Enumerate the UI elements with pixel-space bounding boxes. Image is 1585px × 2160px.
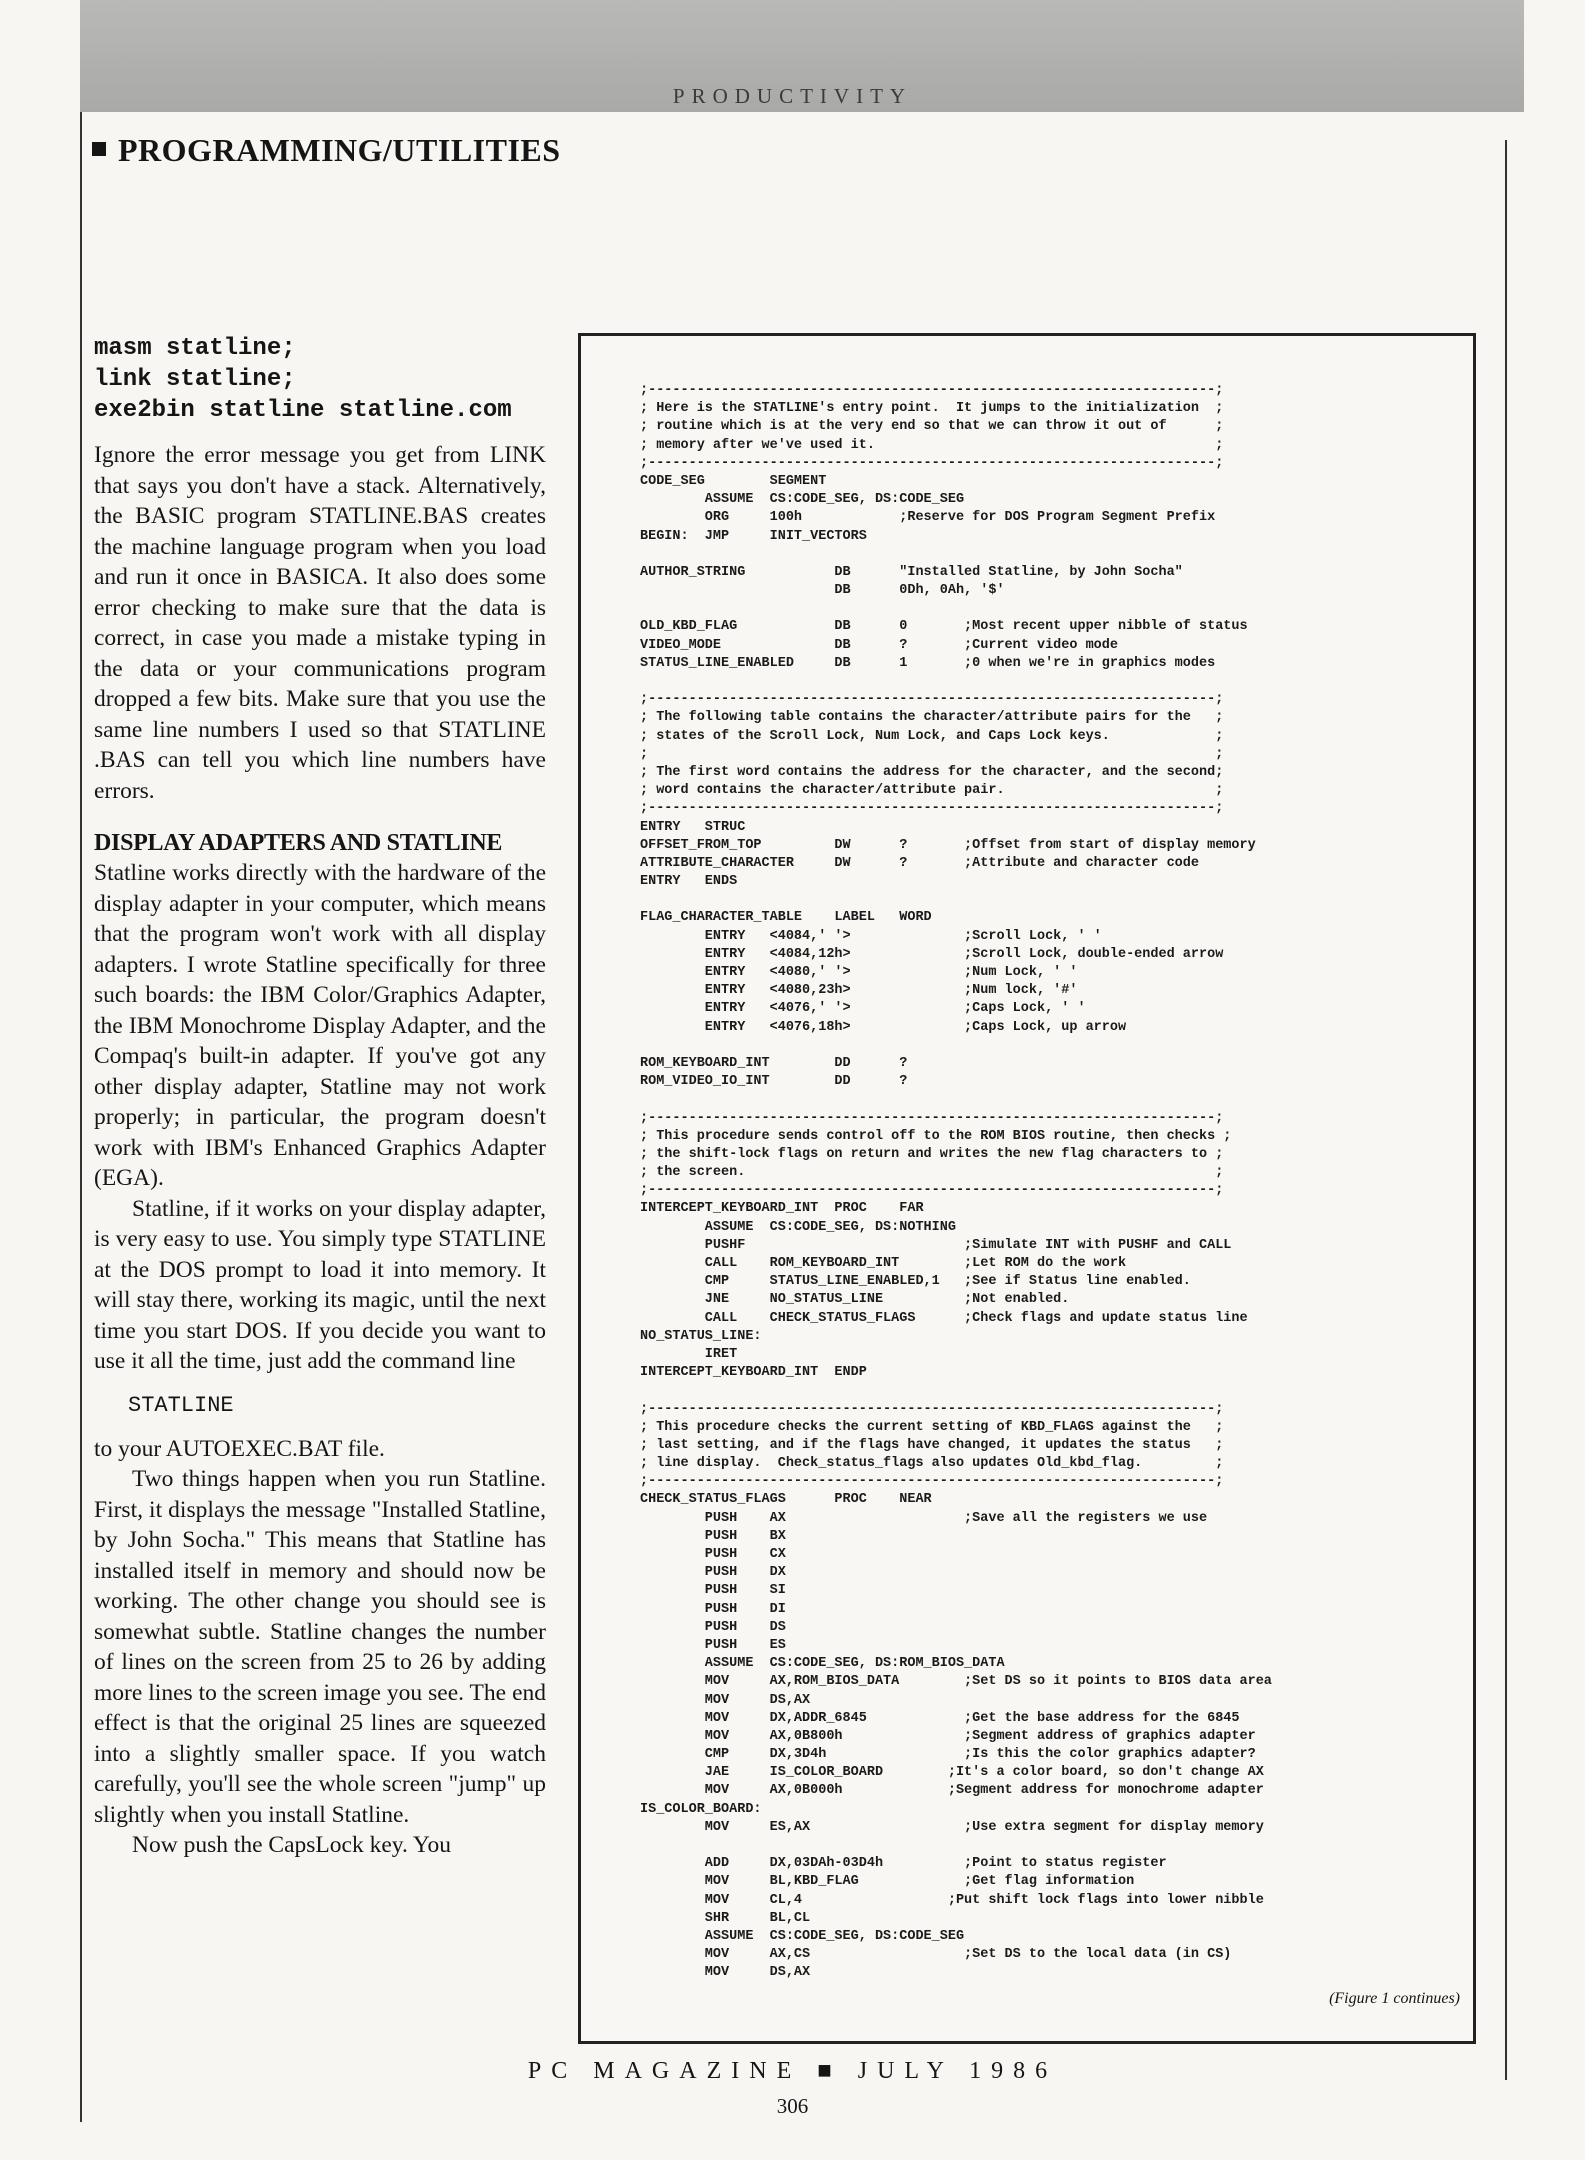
code-line: ; The following table contains the character/attribute pairs for the ; [640, 710, 1224, 726]
code-line: ORG 100h ;Reserve for DOS Program Segment Prefix [640, 510, 1216, 526]
code-line: MOV AX,ROM_BIOS_DATA ;Set DS so it points to BIOS data area [640, 1674, 1272, 1690]
code-line: ASSUME CS:CODE_SEG, DS:CODE_SEG [640, 492, 965, 508]
code-line: MOV ES,AX ;Use extra segment for display memory [640, 1819, 1264, 1835]
code-line: PUSH ES [640, 1637, 786, 1653]
code-line: AUTHOR_STRING DB "Installed Statline, by John Socha" [640, 564, 1183, 580]
code-line: MOV BL,KBD_FLAG ;Get flag information [640, 1874, 1135, 1890]
paragraph: Statline, if it works on your display adapter, is very easy to use. You simply type STATLINE at the DOS prompt to load it into memory. It will stay there, working its magic, until the next time you start DOS. If you decide you want to use it all the time, just add the command line [94, 1195, 546, 1374]
code-line: ;----------------------------------------------------------------------; [640, 383, 1224, 398]
code-line: PUSH DX [640, 1565, 786, 1581]
code-line [640, 1091, 1460, 1109]
code-line: ; the shift-lock flags on return and writes the new flag characters to ; [640, 1146, 1224, 1162]
article-column [94, 333, 546, 1861]
code-line: PUSH CX [640, 1547, 786, 1562]
code-line: ENTRY <4084,' '> ;Scroll Lock, ' ' [640, 928, 1102, 944]
code-line: JNE NO_STATUS_LINE ;Not enabled. [640, 1292, 1070, 1308]
code-line: ASSUME CS:CODE_SEG, DS:CODE_SEG [640, 1928, 965, 1944]
code-line: ; the screen. ; [640, 1165, 1224, 1181]
code-line: CHECK_STATUS_FLAGS PROC NEAR [640, 1492, 932, 1508]
code-line: ATTRIBUTE_CHARACTER DW ? ;Attribute and character code [640, 855, 1199, 871]
code-line: MOV AX,0B000h ;Segment address for monochrome adapter [640, 1783, 1264, 1799]
code-line [640, 1037, 1460, 1055]
section-title [92, 132, 561, 169]
code-line: ; ; [640, 746, 1224, 762]
code-line: ROM_VIDEO_IO_INT DD ? [640, 1074, 908, 1090]
bullet-icon [92, 142, 106, 156]
code-line: INTERCEPT_KEYBOARD_INT ENDP [640, 1365, 867, 1381]
code-line: OLD_KBD_FLAG DB 0 ;Most recent upper nibble of status [640, 619, 1248, 635]
code-line: MOV DS,AX [640, 1692, 811, 1708]
subheading: DISPLAY ADAPTERS AND STATLINE [94, 830, 503, 856]
code-line: CALL CHECK_STATUS_FLAGS ;Check flags and update status line [640, 1310, 1248, 1326]
left-rule [80, 112, 82, 2122]
paragraph: to your AUTOEXEC.BAT file. [94, 1435, 385, 1462]
code-line: ;----------------------------------------------------------------------; [640, 1110, 1224, 1126]
code-line: PUSH DS [640, 1619, 786, 1635]
code-line: MOV CL,4 ;Put shift lock flags into lower nibble [640, 1892, 1264, 1908]
code-line: ENTRY ENDS [640, 874, 738, 890]
code-line: ; last setting, and if the flags have changed, it updates the status ; [640, 1437, 1224, 1453]
code-line [640, 600, 1460, 618]
code-line: ADD DX,03DAh-03D4h ;Point to status register [640, 1856, 1167, 1872]
section-title-text: PROGRAMMING/UTILITIES [118, 132, 561, 168]
code-line: ENTRY <4080,23h> ;Num lock, '#' [640, 983, 1078, 999]
code-line: ; routine which is at the very end so that we can throw it out of ; [640, 419, 1224, 435]
code-line: ENTRY <4076,' '> ;Caps Lock, ' ' [640, 1001, 1086, 1017]
code-line: PUSH SI [640, 1583, 786, 1599]
code-line: ;----------------------------------------------------------------------; [640, 1474, 1224, 1490]
paragraph: Now push the CapsLock key. You [132, 1832, 451, 1858]
page-number: 306 [776, 2094, 809, 2118]
footer-magazine: PC MAGAZINE ■ JULY 1986 [527, 2058, 1058, 2084]
code-line: ; states of the Scroll Lock, Num Lock, and Caps Lock keys. ; [640, 728, 1224, 744]
code-line: ; This procedure checks the current setting of KBD_FLAGS against the ; [640, 1419, 1224, 1435]
code-line: PUSH BX [640, 1528, 786, 1544]
code-line: ;----------------------------------------------------------------------; [640, 692, 1224, 708]
code-line: JAE IS_COLOR_BOARD ;It's a color board, so don't change AX [640, 1765, 1264, 1781]
paragraph: Two things happen when you run Statline. First, it displays the message "Installed Statline, by John Socha." This means that Statline has installed itself in memory and should now be working. The other change you should see is somewhat subtle. Statline changes the number of lines on the screen from 25 to 26 by adding more lines to the screen image you see. The end effect is that the original 25 lines are squeezed into a slightly smaller space. If you watch carefully, you'll see the whole screen "jump" up slightly when you install Statline. [94, 1466, 546, 1828]
code-line: NO_STATUS_LINE: [640, 1328, 762, 1344]
figure-caption: (Figure 1 continues) [1329, 1990, 1460, 2007]
code-line [640, 673, 1460, 691]
code-line: ENTRY <4080,' '> ;Num Lock, ' ' [640, 965, 1078, 980]
code-line: ENTRY <4076,18h> ;Caps Lock, up arrow [640, 1019, 1127, 1035]
code-line [640, 1382, 1460, 1400]
command-example: STATLINE [128, 1392, 234, 1418]
code-line: PUSH AX ;Save all the registers we use [640, 1510, 1208, 1526]
right-rule [1505, 140, 1507, 2080]
code-line: CMP STATUS_LINE_ENABLED,1 ;See if Status line enabled. [640, 1274, 1191, 1290]
code-line: ; memory after we've used it. ; [640, 437, 1224, 453]
code-line: PUSHF ;Simulate INT with PUSHF and CALL [640, 1237, 1232, 1253]
code-line: ROM_KEYBOARD_INT DD ? [640, 1055, 908, 1071]
paragraph: Statline works directly with the hardware of the display adapter in your computer, which means that the program won't work with all display adapters. I wrote Statline specifically for three such boards: the IBM Color/Graphics Adapter, the IBM Monochrome Display Adapter, and the Compaq's built-in adapter. If you've got any other display adapter, Statline may not work properly; in particular, the program doesn't work with IBM's Enhanced Graphics Adapter (EGA). [94, 860, 546, 1191]
code-line: CMP DX,3D4h ;Is this the color graphics adapter? [640, 1747, 1256, 1763]
code-listing [640, 382, 1460, 1983]
code-line: VIDEO_MODE DB ? ;Current video mode [640, 637, 1118, 653]
command-line: link statline; [94, 366, 296, 393]
code-line: ; The first word contains the address for the character, and the second; [640, 764, 1224, 780]
code-line: ; word contains the character/attribute pair. ; [640, 783, 1224, 799]
code-line: MOV DS,AX [640, 1965, 811, 1981]
code-line: ASSUME CS:CODE_SEG, DS:ROM_BIOS_DATA [640, 1656, 1005, 1672]
command-line: masm statline; [94, 335, 296, 362]
code-line: ;----------------------------------------------------------------------; [640, 1401, 1224, 1417]
code-line: MOV AX,0B800h ;Segment address of graphics adapter [640, 1728, 1256, 1744]
code-line: PUSH DI [640, 1601, 786, 1617]
code-line [640, 1837, 1460, 1855]
code-line: ;----------------------------------------------------------------------; [640, 455, 1224, 471]
code-line: CALL ROM_KEYBOARD_INT ;Let ROM do the work [640, 1256, 1127, 1271]
code-line [640, 891, 1460, 909]
code-line: ;----------------------------------------------------------------------; [640, 801, 1224, 817]
code-line: IS_COLOR_BOARD: [640, 1801, 762, 1817]
code-line: ENTRY STRUC [640, 819, 746, 835]
code-line: DB 0Dh, 0Ah, '$' [640, 583, 1005, 599]
code-line: MOV AX,CS ;Set DS to the local data (in CS) [640, 1947, 1232, 1963]
code-line: ; This procedure sends control off to the ROM BIOS routine, then checks ; [640, 1128, 1232, 1144]
code-line: INTERCEPT_KEYBOARD_INT PROC FAR [640, 1201, 924, 1217]
code-line: ;----------------------------------------------------------------------; [640, 1183, 1224, 1199]
code-line: IRET [640, 1346, 738, 1362]
code-line: SHR BL,CL [640, 1910, 811, 1926]
code-line: FLAG_CHARACTER_TABLE LABEL WORD [640, 910, 932, 926]
command-block [94, 333, 546, 426]
section-label: PRODUCTIVITY [672, 84, 913, 108]
code-line: ; line display. Check_status_flags also updates Old_kbd_flag. ; [640, 1456, 1224, 1472]
code-line: CODE_SEG SEGMENT [640, 473, 827, 489]
code-line [640, 546, 1460, 564]
paragraph: Ignore the error message you get from LINK that says you don't have a stack. Alternatively, the BASIC program STATLINE.BAS creates the machine language program when you load and run it once in BASICA. It also does some error checking to make sure that the data is correct, in case you made a mistake typing in the data or your communications program dropped a few bits. Make sure that you use the same line numbers I used so that STATLINE .BAS can tell you which line numbers have errors. [94, 442, 546, 804]
code-line: STATUS_LINE_ENABLED DB 1 ;0 when we're in graphics modes [640, 655, 1216, 671]
code-line: OFFSET_FROM_TOP DW ? ;Offset from start of display memory [640, 837, 1256, 853]
code-line: MOV DX,ADDR_6845 ;Get the base address for the 6845 [640, 1710, 1240, 1726]
code-line: BEGIN: JMP INIT_VECTORS [640, 528, 867, 544]
code-line: ENTRY <4084,12h> ;Scroll Lock, double-ended arrow [640, 946, 1224, 962]
code-line: ; Here is the STATLINE's entry point. It jumps to the initialization ; [640, 401, 1224, 417]
code-line: ASSUME CS:CODE_SEG, DS:NOTHING [640, 1219, 956, 1235]
command-line: exe2bin statline statline.com [94, 397, 512, 424]
